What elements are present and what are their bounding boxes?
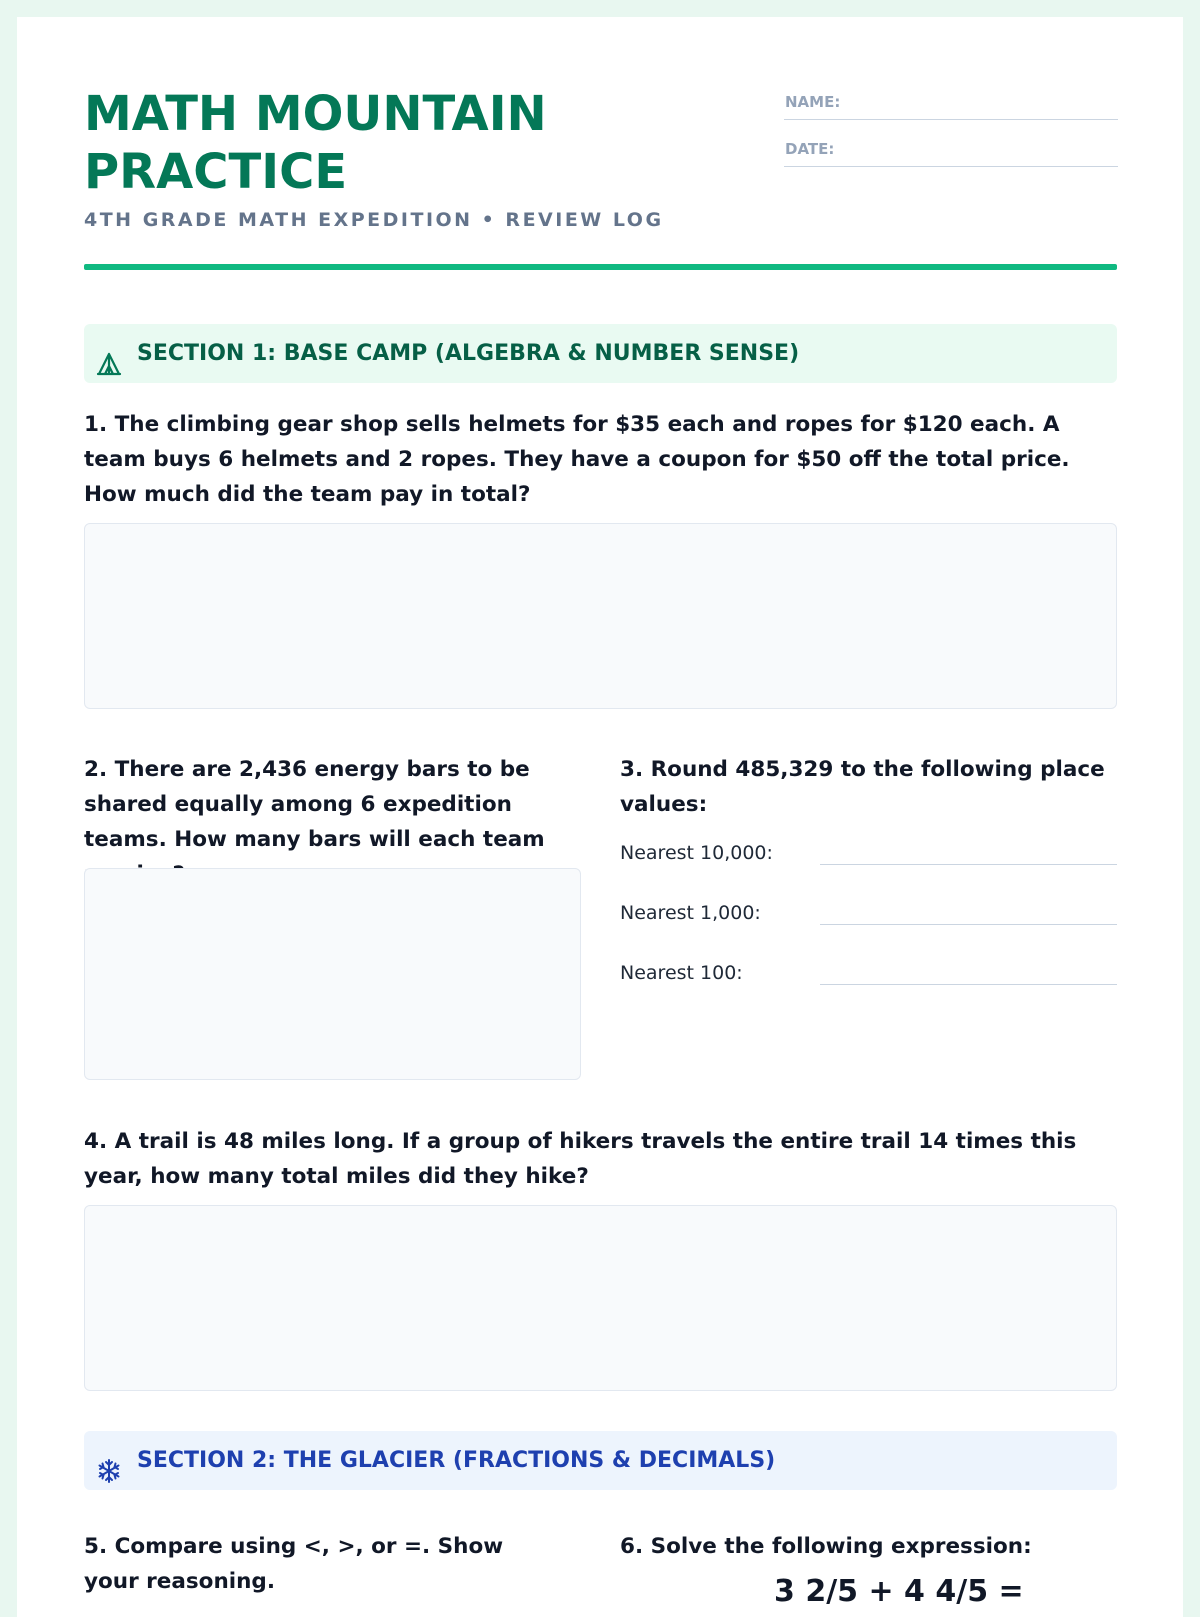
name-label: NAME: (785, 93, 841, 111)
answer-line[interactable] (820, 864, 1117, 865)
section-1-title: SECTION 1: BASE CAMP (ALGEBRA & NUMBER SENSE) (137, 341, 800, 366)
round-label: Nearest 100: (620, 962, 743, 984)
answer-line[interactable] (820, 924, 1117, 925)
round-row-100 (620, 960, 1117, 990)
page-title: MATH MOUNTAIN PRACTICE (84, 86, 547, 200)
snowflake-icon (96, 1448, 122, 1474)
question-3: 3. Round 485,329 to the following place values: (620, 757, 1105, 817)
tent-icon (96, 341, 122, 367)
round-label: Nearest 10,000: (620, 842, 773, 864)
question-4: 4. A trail is 48 miles long. If a group of hikers travels the entire trail 14 times this year, how many total miles did they hike? (84, 1129, 1077, 1189)
page-subtitle: 4TH GRADE MATH EXPEDITION • REVIEW LOG (84, 209, 664, 231)
answer-box-q2[interactable] (84, 868, 581, 1080)
student-info (784, 93, 1118, 187)
question-5: 5. Compare using <, >, or =. Show your reasoning. (84, 1534, 504, 1594)
round-label: Nearest 1,000: (620, 902, 761, 924)
date-label: DATE: (785, 140, 835, 158)
round-row-10000 (620, 840, 1117, 870)
question-2: 2. There are 2,436 energy bars to be shared equally among 6 expedition teams. How many bars will each team (84, 757, 545, 852)
question-6: 6. Solve the following expression: (620, 1534, 1032, 1559)
name-field[interactable] (784, 93, 1118, 120)
answer-box-q1[interactable] (84, 523, 1117, 709)
section-2-title: SECTION 2: THE GLACIER (FRACTIONS & DECIMALS) (137, 1448, 776, 1473)
question-1: 1. The climbing gear shop sells helmets for $35 each and ropes for $120 each. A team buys 6 helmets and 2 ropes. They have a coupon for $50 off the total price. How much did the team pay in total? (84, 412, 1070, 507)
round-row-1000 (620, 900, 1117, 930)
answer-box-q4[interactable] (84, 1205, 1117, 1391)
header-divider (84, 264, 1117, 270)
answer-line[interactable] (820, 984, 1117, 985)
date-field[interactable] (784, 140, 1118, 167)
fraction-expression: 3 2/5 + 4 4/5 = (774, 1574, 1024, 1609)
section-1-header (84, 324, 1117, 383)
section-2-header (84, 1431, 1117, 1490)
worksheet-page (17, 17, 1183, 1617)
